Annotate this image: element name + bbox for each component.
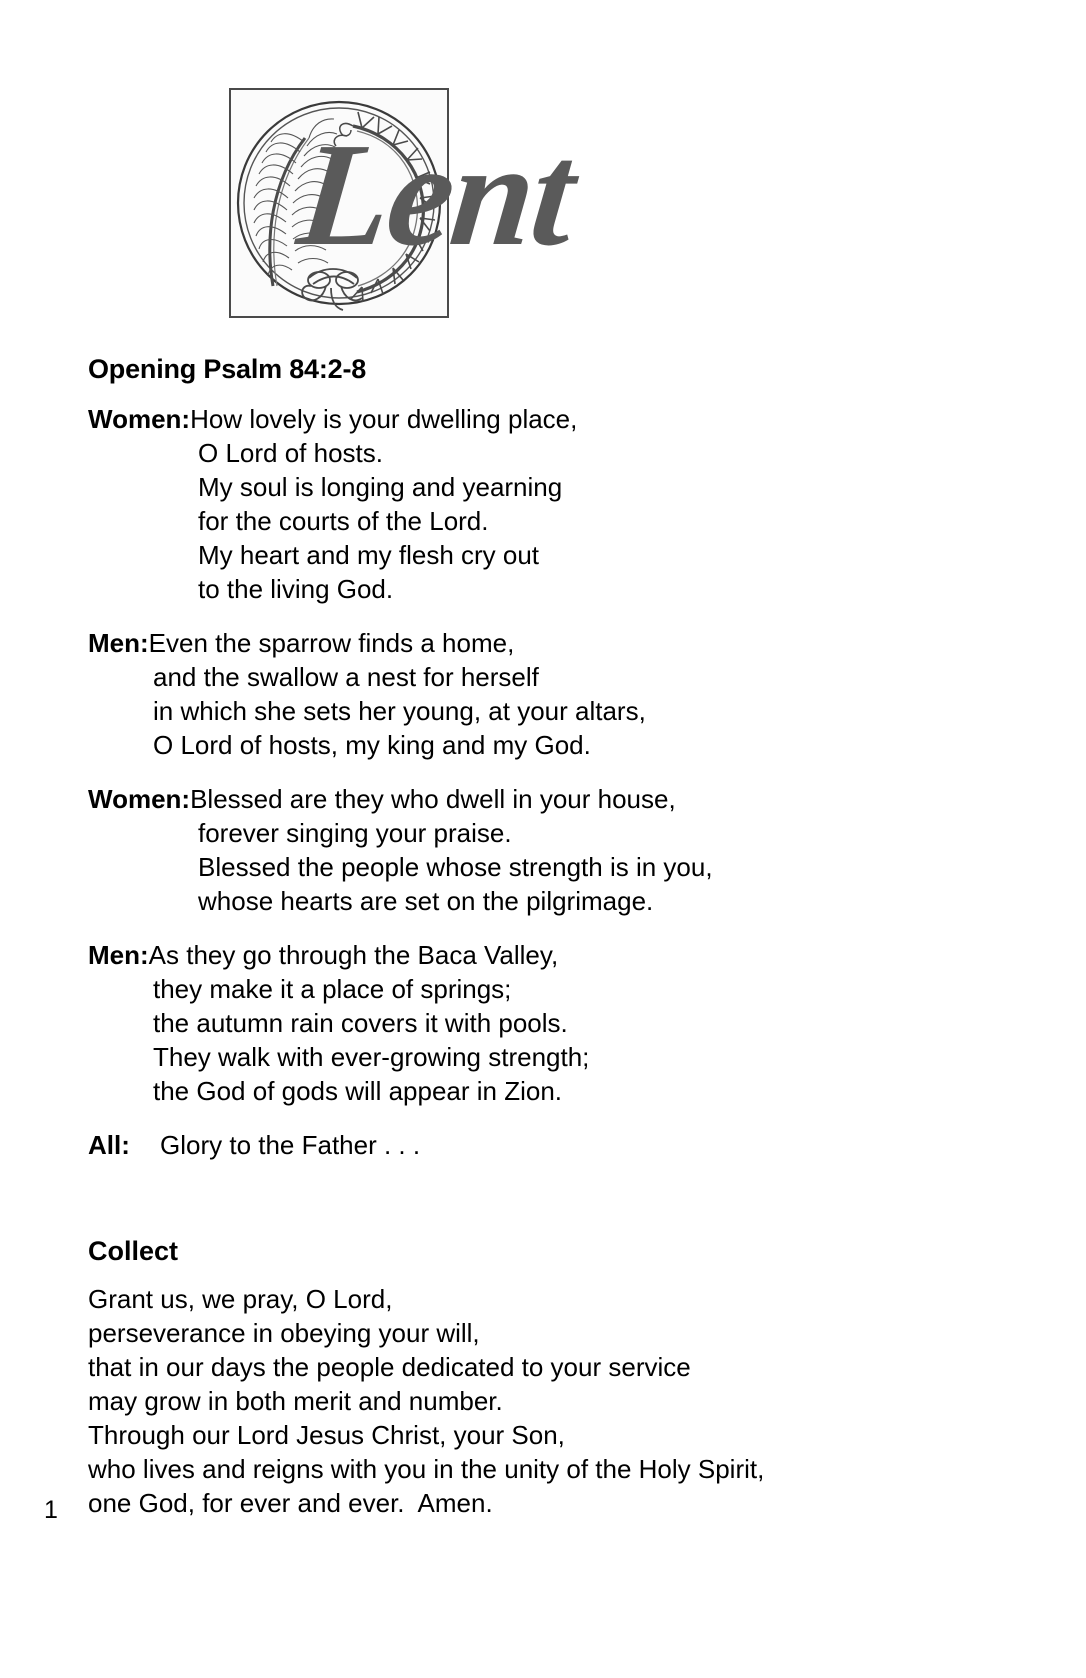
psalm-stanza — [88, 402, 1028, 606]
psalm-line: for the courts of the Lord. — [198, 506, 489, 536]
psalm-line: O Lord of hosts. — [198, 438, 383, 468]
psalm-line: whose hearts are set on the pilgrimage. — [198, 886, 654, 916]
collect-body — [88, 1282, 1028, 1520]
psalm-line-text: Even the sparrow finds a home, — [148, 628, 515, 658]
psalm-line — [88, 782, 1028, 816]
speaker-label: Men: — [88, 940, 149, 970]
psalm-line — [88, 938, 1028, 972]
collect-line: that in our days the people dedicated to your service — [88, 1352, 691, 1382]
psalm-line: O Lord of hosts, my king and my God. — [153, 730, 591, 760]
psalm-stanza — [88, 938, 1028, 1108]
lent-banner — [0, 0, 1086, 345]
collect-line: perseverance in obeying your will, — [88, 1318, 480, 1348]
page-number: 1 — [44, 1496, 58, 1524]
psalm-stanza — [88, 626, 1028, 762]
psalm-line: in which she sets her young, at your altars, — [153, 696, 646, 726]
psalm-line: and the swallow a nest for herself — [153, 662, 539, 692]
psalm-line: Blessed the people whose strength is in you, — [198, 852, 713, 882]
psalm-line: My soul is longing and yearning — [198, 472, 563, 502]
speaker-label: Women: — [88, 784, 191, 814]
collect-section — [88, 1234, 1028, 1520]
document-content — [88, 352, 1028, 1520]
collect-line: one God, for ever and ever. Amen. — [88, 1488, 493, 1518]
psalm-line-text: Blessed are they who dwell in your house, — [190, 784, 676, 814]
psalm-line — [88, 626, 1028, 660]
collect-line: may grow in both merit and number. — [88, 1386, 503, 1416]
psalm-line-text: As they go through the Baca Valley, — [148, 940, 559, 970]
psalm-line-text: How lovely is your dwelling place, — [190, 404, 578, 434]
collect-heading: Collect — [88, 1236, 179, 1266]
speaker-label: Women: — [88, 404, 191, 434]
collect-line: Grant us, we pray, O Lord, — [88, 1284, 393, 1314]
collect-line: who lives and reigns with you in the unity of the Holy Spirit, — [88, 1454, 765, 1484]
psalm-line: They walk with ever-growing strength; — [153, 1042, 590, 1072]
psalm-line: the God of gods will appear in Zion. — [153, 1076, 563, 1106]
opening-psalm-heading: Opening Psalm 84:2-8 — [88, 354, 367, 384]
speaker-label: All: — [88, 1130, 130, 1160]
psalm-line: My heart and my flesh cry out — [198, 540, 540, 570]
psalm-line: they make it a place of springs; — [153, 974, 512, 1004]
psalm-line: to the living God. — [198, 574, 394, 604]
all-response-line — [88, 1128, 1028, 1162]
psalm-line: forever singing your praise. — [198, 818, 512, 848]
collect-line: Through our Lord Jesus Christ, your Son, — [88, 1420, 565, 1450]
psalm-stanza — [88, 782, 1028, 918]
all-response-text: Glory to the Father . . . — [160, 1130, 421, 1160]
psalm-line: the autumn rain covers it with pools. — [153, 1008, 568, 1038]
lent-wordmark: Lent — [291, 113, 581, 277]
psalm-line — [88, 402, 1028, 436]
speaker-label: Men: — [88, 628, 149, 658]
